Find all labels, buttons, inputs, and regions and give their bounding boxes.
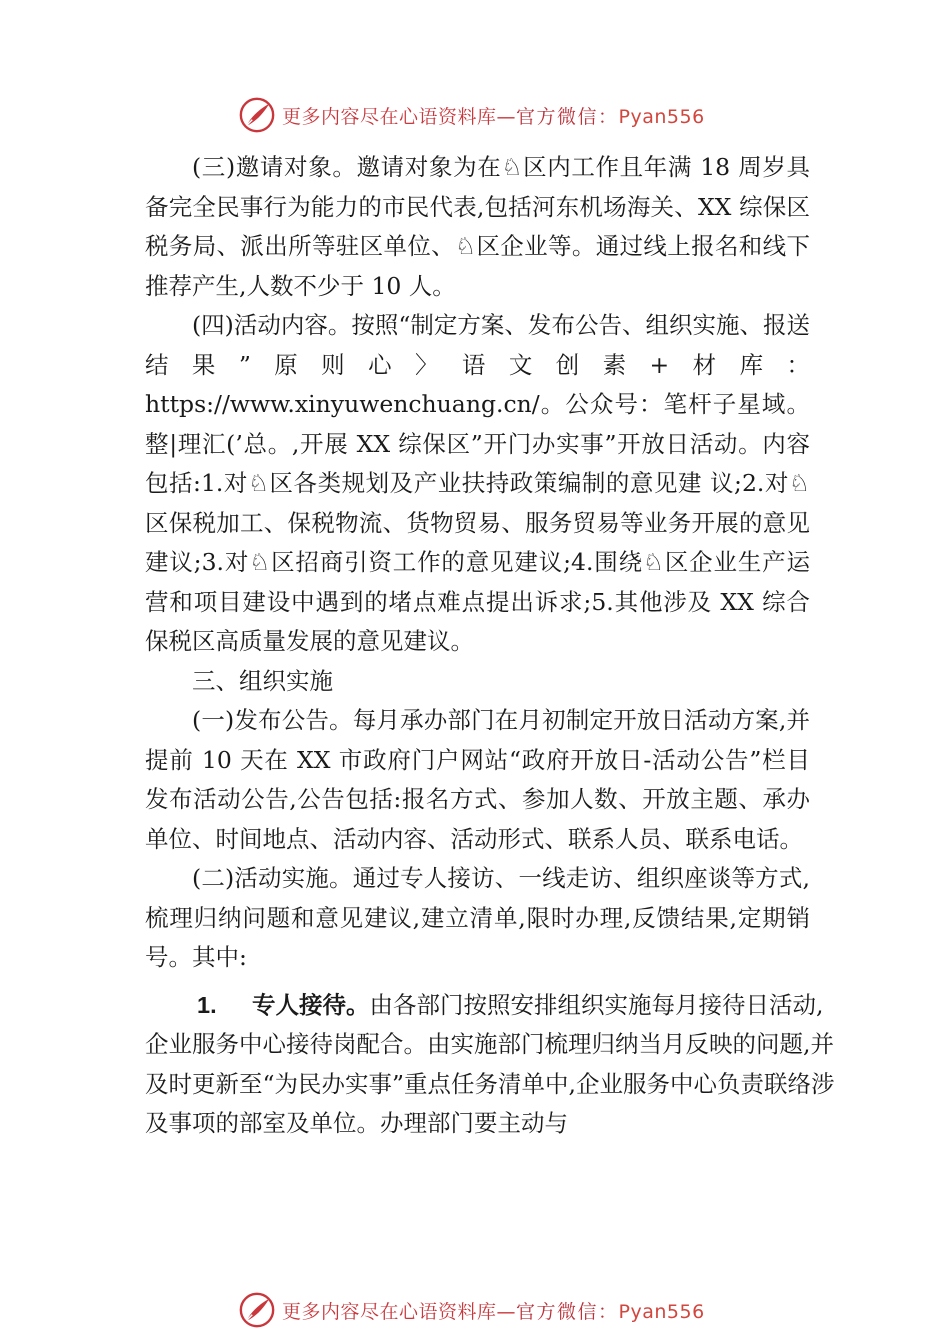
quill-logo-icon (238, 96, 276, 134)
header-banner-handle: Pyan556 (618, 105, 705, 128)
paragraph-invitees: (三)邀请对象。邀请对象为在♘区内工作且年满 18 周岁具备完全民事行为能力的市民代表,包括河东机场海关、XX 综保区税务局、派出所等驻区单位、♘区企业等。通过线上报名和线下推荐产生,人数不少于 10 人。 (145, 153, 810, 300)
paragraph-activity-content: (四)活动内容。按照“制定方案、发布公告、组织实施、报送结果”原则心〉语文创素+材库：https://www.xinyuwenchuang.cn/。公众号：笔杆子星域。整|理汇(’总。,开展 XX 综保区”开门办实事”开放日活动。内容包括:1.对♘区各类规划及产业扶持政策编制的意见建 议;2.对♘区保税加工、保税物流、货物贸易、服务贸易等业务开展的意见建议;3.对♘区招商引资工作的意见建议;4.围绕♘区企业生产运营和项目建设中遇到的堵点难点提出诉求;5.其他涉及 XX 综合保税区高质量发展的意见建议。 (145, 311, 810, 655)
footer-banner-text (282, 1297, 705, 1324)
list-item-number: 1. (197, 991, 217, 1018)
footer-banner (238, 1290, 705, 1330)
footer-banner-main: 更多内容尽在心语资料库 (282, 1300, 497, 1323)
header-banner (238, 95, 705, 135)
footer-banner-dash: — (496, 1300, 517, 1323)
header-banner-dash: — (496, 105, 517, 128)
list-item-text: 由各部门按照安排组织实施每月接待日活动,企业服务中心接待岗配合。由实施部门梳理归纳当月反映的问题,并及时更新至“为民办实事”重点任务清单中,企业服务中心负责联络涉及事项的部室及单位。办理部门要主动与 (145, 990, 835, 1137)
footer-banner-wechat: 官方微信： (516, 1300, 619, 1323)
paragraph-activity-implementation: (二)活动实施。通过专人接访、一线走访、组织座谈等方式,梳理归纳问题和意见建议,建立清单,限时办理,反馈结果,定期销号。其中: (145, 864, 810, 971)
document-body (145, 148, 835, 1144)
section-heading-organization: 三、组织实施 (192, 666, 333, 695)
footer-banner-handle: Pyan556 (618, 1300, 705, 1323)
header-banner-main: 更多内容尽在心语资料库 (282, 105, 497, 128)
header-banner-text (282, 102, 705, 129)
header-banner-wechat: 官方微信： (516, 105, 619, 128)
quill-logo-icon (238, 1291, 276, 1329)
list-item-dedicated-reception (145, 986, 835, 1144)
list-item-title: 专人接待。 (252, 990, 370, 1019)
paragraph-publish-announcement: (一)发布公告。每月承办部门在月初制定开放日活动方案,并提前 10 天在 XX 市政府门户网站“政府开放日-活动公告”栏目发布活动公告,公告包括:报名方式、参加人数、开放主题、承办单位、时间地点、活动内容、活动形式、联系人员、联系电话。 (145, 706, 810, 853)
